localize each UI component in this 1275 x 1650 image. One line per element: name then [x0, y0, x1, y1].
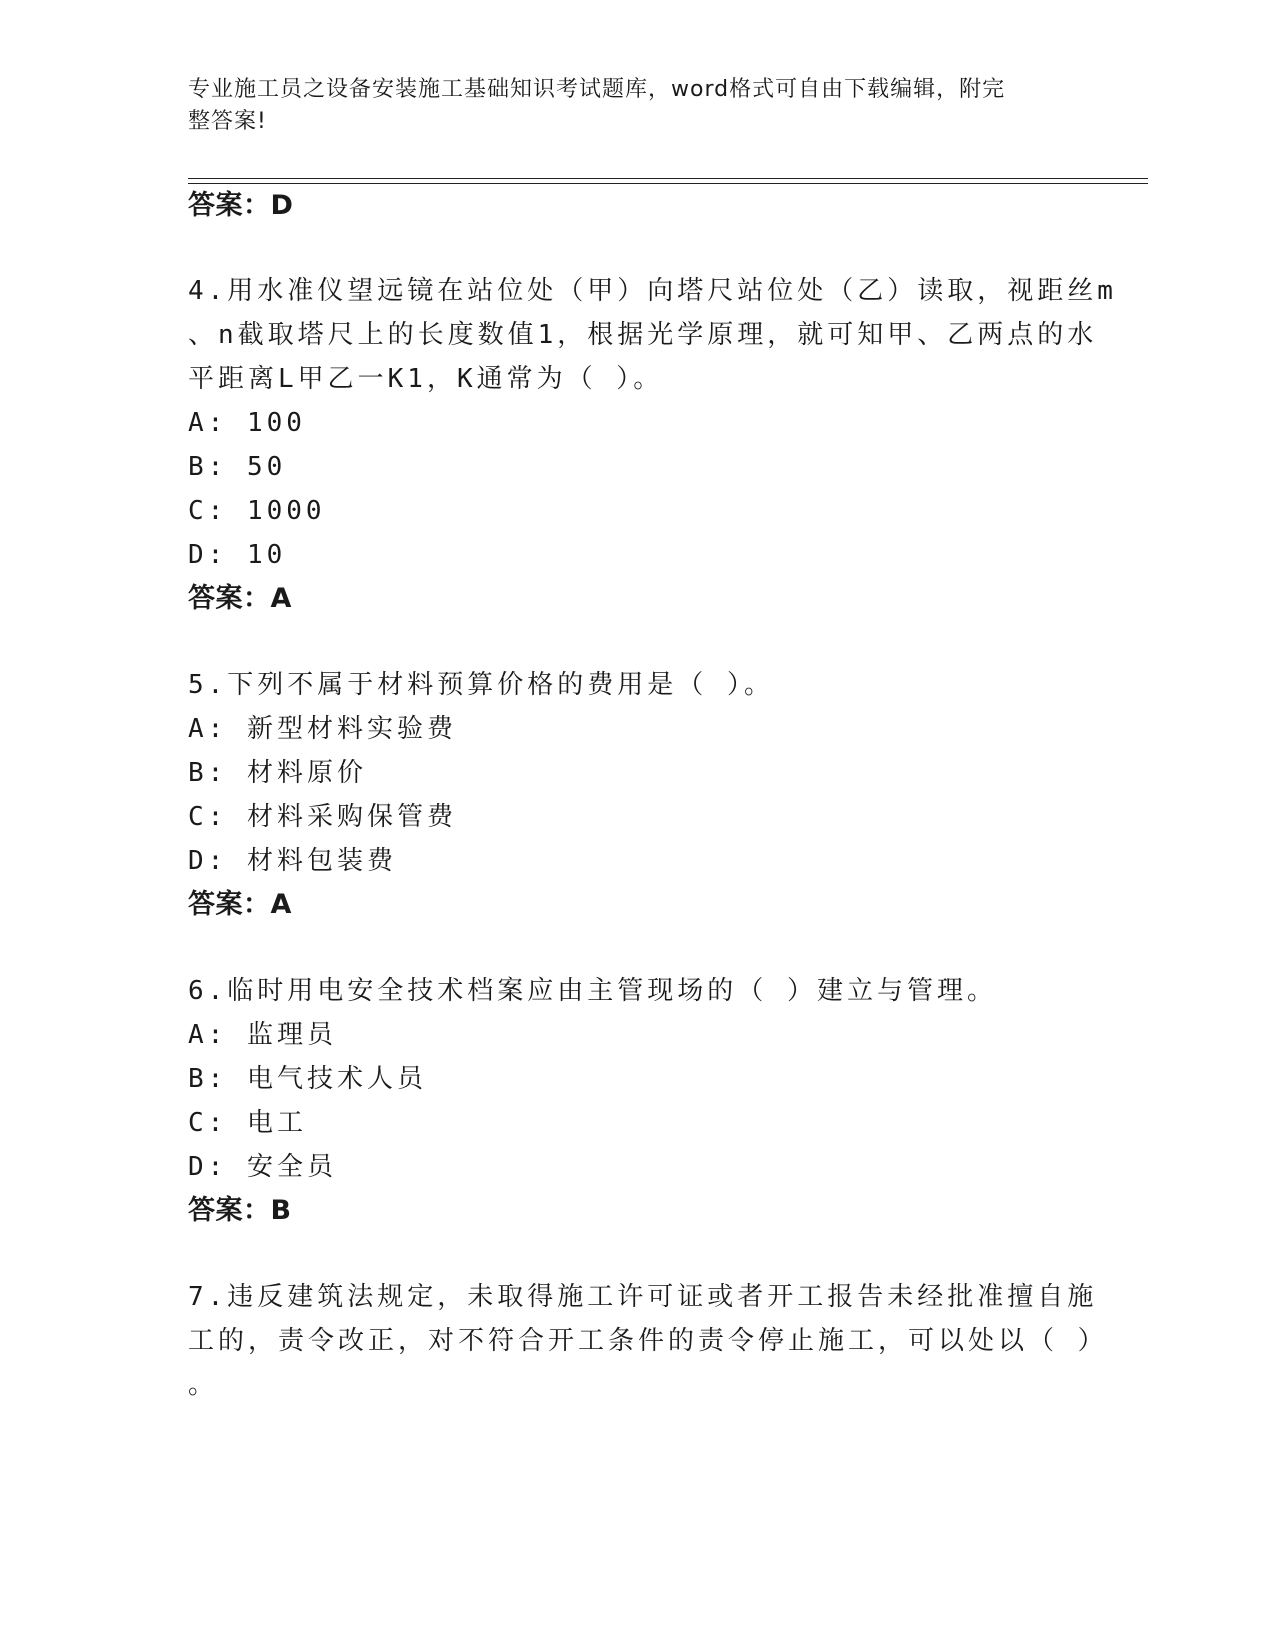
header-line-1: 专业施工员之设备安装施工基础知识考试题库，word格式可自由下载编辑，附完: [188, 77, 1006, 102]
question-4-option-b: B: 50: [188, 452, 287, 482]
question-4-line-1: 4.用水准仪望远镜在站位处（甲）向塔尺站位处（乙）读取，视距丝m: [188, 276, 1117, 306]
question-6-option-b: B: 电气技术人员: [188, 1064, 427, 1094]
question-4-answer: 答案：A: [188, 583, 292, 614]
header-line-2: 整答案!: [188, 109, 267, 134]
question-6-answer: 答案：B: [188, 1195, 292, 1226]
question-4-line-3: 平距离L甲乙一K1，K通常为（ ）。: [188, 364, 664, 394]
question-6-option-d: D: 安全员: [188, 1152, 337, 1182]
header-divider-bottom: [188, 183, 1148, 184]
question-6-option-a: A: 监理员: [188, 1020, 337, 1050]
question-5-line-1: 5.下列不属于材料预算价格的费用是（ ）。: [188, 670, 774, 700]
question-5-answer: 答案：A: [188, 889, 292, 920]
question-4-option-a: A: 100: [188, 408, 306, 438]
question-4-option-c: C: 1000: [188, 496, 326, 526]
question-5-option-d: D: 材料包装费: [188, 846, 397, 876]
answer-prev: 答案：D: [188, 190, 294, 221]
question-6-line-1: 6.临时用电安全技术档案应由主管现场的（ ）建立与管理。: [188, 976, 997, 1006]
question-4-line-2: 、n截取塔尺上的长度数值1，根据光学原理，就可知甲、乙两点的水: [188, 320, 1098, 350]
question-5-option-a: A: 新型材料实验费: [188, 714, 457, 744]
header-divider-top: [188, 178, 1148, 179]
question-5-option-c: C: 材料采购保管费: [188, 802, 457, 832]
question-6-option-c: C: 电工: [188, 1108, 307, 1138]
question-4-option-d: D: 10: [188, 540, 287, 570]
question-7-line-3: 。: [188, 1370, 219, 1400]
question-7-line-2: 工的，责令改正，对不符合开工条件的责令停止施工，可以处以（ ）: [188, 1326, 1108, 1356]
question-7-line-1: 7.违反建筑法规定，未取得施工许可证或者开工报告未经批准擅自施: [188, 1282, 1098, 1312]
document-header: [188, 74, 1068, 138]
question-5-option-b: B: 材料原价: [188, 758, 367, 788]
